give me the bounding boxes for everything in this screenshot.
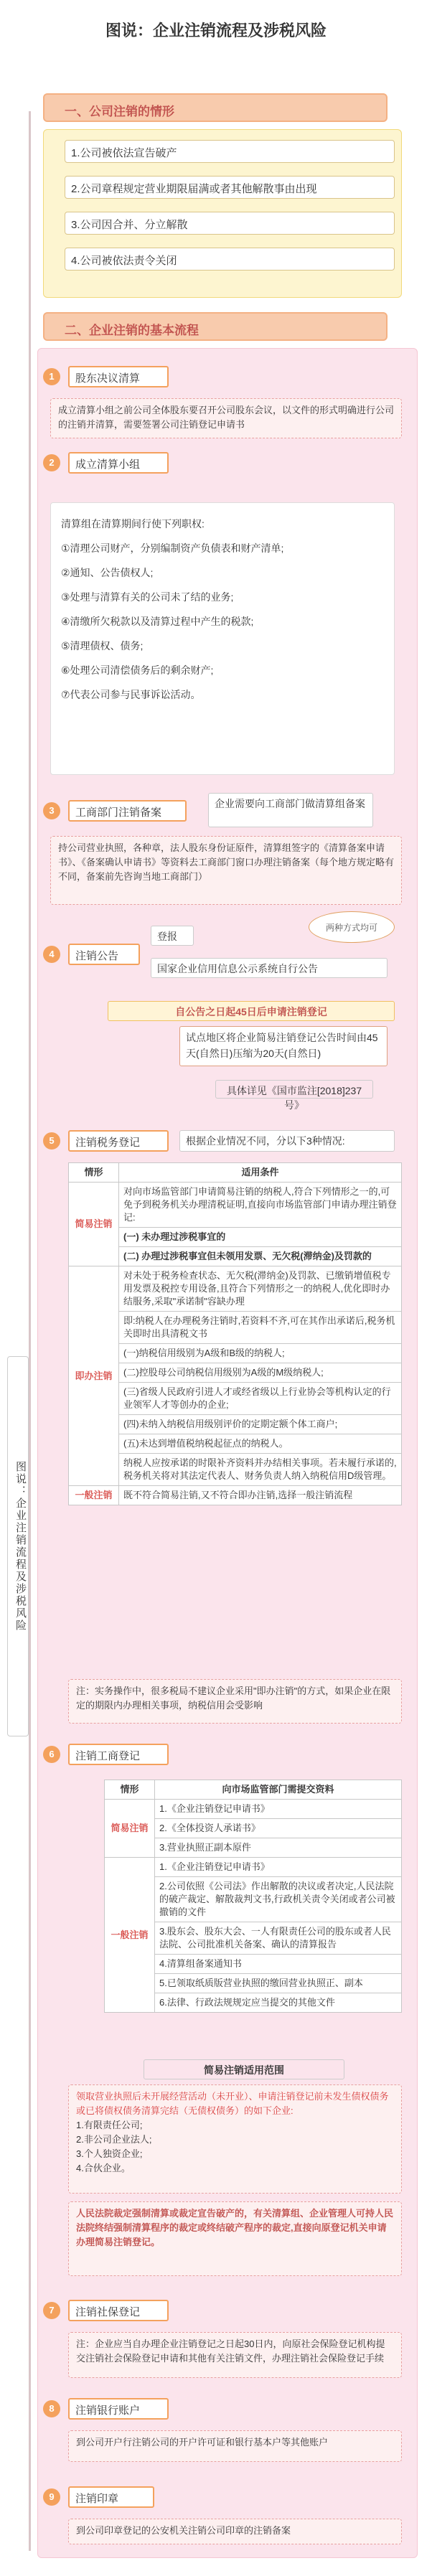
situation-simple: 简易注销 [69, 1183, 119, 1266]
duty-item: ④清缴所欠税款以及清算过程中产生的税款; [61, 616, 254, 627]
step-number: 5 [43, 1132, 60, 1150]
step9-label: 注销印章 [68, 2486, 154, 2508]
table-cell: (一)纳税信用级别为A级和B级的纳税人; [119, 1344, 402, 1363]
duty-item: ⑦代表公司参与民事诉讼活动。 [61, 689, 201, 700]
step4-newspaper: 登报 [151, 926, 194, 946]
step-number: 6 [43, 1746, 60, 1763]
table-cell: 即:纳税人在办理税务注销时,若资料不齐,可在其作出承诺后,税务机关即时出具清税文书 [119, 1312, 402, 1344]
section1-item: 4.公司被依法责令关闭 [65, 248, 395, 271]
timeline-spine [29, 111, 31, 2551]
step5-side-note: 根据企业情况不同，分以下3种情况: [179, 1130, 395, 1152]
duty-item: ③处理与清算有关的公司未了结的业务; [61, 591, 234, 603]
duty-item: ①清理公司财产，分别编制资产负债表和财产清单; [61, 542, 284, 554]
duties-intro: 清算组在清算期间行使下列职权: [61, 518, 205, 530]
step-number: 7 [43, 2302, 60, 2319]
table-cell: 对向市场监管部门申请简易注销的纳税人,符合下列情形之一的,可免予到税务机关办理清税证明,直接向市场监管部门申请办理注销登记: [119, 1183, 402, 1228]
step6-label: 注销工商登记 [68, 1744, 169, 1765]
table-cell: 3.营业执照正副本原件 [155, 1838, 402, 1858]
step5-table [68, 1162, 402, 1505]
section1-item: 3.公司因合并、分立解散 [65, 212, 395, 235]
step5-note: 注：实务操作中，很多税局不建议企业采用"即办注销"的方式，如果企业在限定的期限内办理相关事项，纳税信用会受影响 [68, 1679, 402, 1724]
situation-general: 一般注销 [105, 1858, 155, 2013]
range-title: 简易注销适用范围 [144, 2059, 344, 2079]
step-number: 9 [43, 2488, 60, 2506]
step7-label: 注销社保登记 [68, 2300, 169, 2321]
step5-label: 注销税务登记 [68, 1130, 169, 1152]
step-number: 1 [43, 368, 60, 385]
situation-general: 一般注销 [69, 1486, 119, 1505]
table-cell: (一) 未办理过涉税事宜的 [119, 1228, 402, 1247]
step9-note: 到公司印章登记的公安机关注销公司印章的注销备案 [68, 2519, 402, 2544]
section2-heading: 二、企业注销的基本流程 [43, 312, 388, 341]
step-number: 8 [43, 2400, 60, 2417]
range-text: 领取营业执照后未开展经营活动（未开业）、申请注销登记前未发生债权债务或已将债权债务清算完结（无债权债务）的如下企业: [76, 2091, 389, 2116]
step8-label: 注销银行账户 [68, 2398, 169, 2420]
range-item: 4.合伙企业。 [76, 2163, 131, 2173]
table-cell: 6.法律、行政法规规定应当提交的其他文件 [155, 1993, 402, 2013]
table-cell: 3.股东会、股东大会、一人有限责任公司的股东或者人民法院、公司批准机关备案、确认的清算报告 [155, 1922, 402, 1955]
section1-item: 1.公司被依法宣告破产 [65, 140, 395, 163]
step-number: 2 [43, 454, 60, 471]
step6-table [104, 1780, 402, 2013]
table-header: 情形 [105, 1780, 155, 1800]
section1-item: 2.公司章程规定营业期限届满或者其他解散事由出现 [65, 176, 395, 199]
step8-note: 到公司开户行注销公司的开户许可证和银行基本户等其他账户 [68, 2430, 402, 2462]
table-cell: 5.已领取纸质版营业执照的缴回营业执照正、副本 [155, 1974, 402, 1993]
table-cell: 对未处于税务检查状态、无欠税(滞纳金)及罚款、已缴销增值税专用发票及税控专用设备,且符合下列情形之一的纳税人,优化即时办结服务,采取"承诺制"容缺办理 [119, 1266, 402, 1312]
step7-note: 注：企业应当自办理企业注销登记之日起30日内，向原社会保险登记机构提交注销社会保险登记申请和其他有关注销文件，办理注销社会保险登记手续 [68, 2332, 402, 2378]
table-cell: 2.公司依照《公司法》作出解散的决议或者决定,人民法院的破产裁定、解散裁判文书,行政机关责令关闭或者公司被撤销的文件 [155, 1877, 402, 1922]
situation-instant: 即办注销 [69, 1266, 119, 1486]
table-cell: 1.《企业注销登记申请书》 [155, 1858, 402, 1877]
table-cell: 2.《全体投资人承诺书》 [155, 1819, 402, 1838]
table-header: 适用条件 [119, 1163, 402, 1183]
duty-item: ⑥处理公司清偿债务后的剩余财产; [61, 664, 214, 676]
situation-simple: 简易注销 [105, 1800, 155, 1858]
table-cell: 纳税人应按承诺的时限补齐资料并办结相关事项。若未履行承诺的,税务机关将对其法定代表人、财务负责人纳入纳税信用D级管理。 [119, 1454, 402, 1486]
table-cell: 4.清算组备案通知书 [155, 1955, 402, 1974]
step4-bar: 自公告之日起45日后申请注销登记 [108, 1001, 395, 1021]
table-header: 向市场监管部门需提交资料 [155, 1780, 402, 1800]
step4-online: 国家企业信用信息公示系统自行公告 [151, 958, 388, 978]
step2-duties [50, 502, 395, 775]
step4-cloud: 两种方式均可 [309, 911, 395, 943]
step4-label: 注销公告 [68, 944, 140, 965]
duty-item: ②通知、公告债权人; [61, 567, 154, 578]
step1-label: 股东决议清算 [68, 366, 169, 387]
table-cell: 1.《企业注销登记申请书》 [155, 1800, 402, 1819]
range-box [68, 2084, 402, 2194]
step1-note: 成立清算小组之前公司全体股东要召开公司股东会议，以文件的形式明确进行公司的注销并清算，需要签署公司注销登记申请书 [50, 398, 402, 438]
section1-heading: 一、公司注销的情形 [43, 93, 388, 122]
table-cell: (五)未达到增值税纳税起征点的纳税人。 [119, 1434, 402, 1454]
range-item: 1.有限责任公司; [76, 2120, 143, 2130]
step3-label: 工商部门注销备案 [68, 800, 187, 822]
step4-basis: 具体详见《国市监注[2018]237号》 [215, 1080, 373, 1099]
step3-note: 持公司营业执照，各种章，法人股东身份证原件，清算组签字的《清算备案申请书》、《备案确认申请书》等资料去工商部门窗口办理注销备案（每个地方规定略有不同，备案前先咨询当地工商部门） [50, 836, 402, 905]
step4-pilot: 试点地区将企业简易注销登记公告时间由45天(自然日)压缩为20天(自然日) [179, 1026, 388, 1066]
step-number: 3 [43, 802, 60, 819]
table-cell: (三)省级人民政府引进人才或经省级以上行业协会等机构认定的行业领军人才等创办的企业; [119, 1383, 402, 1415]
table-header: 情形 [69, 1163, 119, 1183]
step3-side-note: 企业需要向工商部门做清算组备案 [208, 793, 373, 827]
step-number: 4 [43, 946, 60, 963]
range-item: 2.非公司企业法人; [76, 2134, 152, 2145]
table-cell: 既不符合简易注销,又不符合即办注销,选择一般注销流程 [119, 1486, 402, 1505]
table-cell: (二) 办理过涉税事宜但未领用发票、无欠税(滞纳金)及罚款的 [119, 1247, 402, 1266]
table-cell: (四)未纳入纳税信用级别评价的定期定额个体工商户; [119, 1415, 402, 1434]
table-cell: (二)控股母公司纳税信用级别为A级的M级纳税人; [119, 1363, 402, 1383]
step2-label: 成立清算小组 [68, 452, 169, 474]
page-title: 图说：企业注销流程及涉税风险 [105, 22, 327, 39]
range-item: 3.个人独资企业; [76, 2148, 143, 2159]
step6-warning: 人民法院裁定强制清算或裁定宣告破产的，有关清算组、企业管理人可持人民法院终结强制清算程序的裁定或终结破产程序的裁定,直接向原登记机关申请办理简易注销登记。 [68, 2201, 402, 2276]
side-label: 图说：企业注销流程及涉税风险 [7, 1356, 29, 1736]
duty-item: ⑤清理债权、债务; [61, 640, 144, 652]
